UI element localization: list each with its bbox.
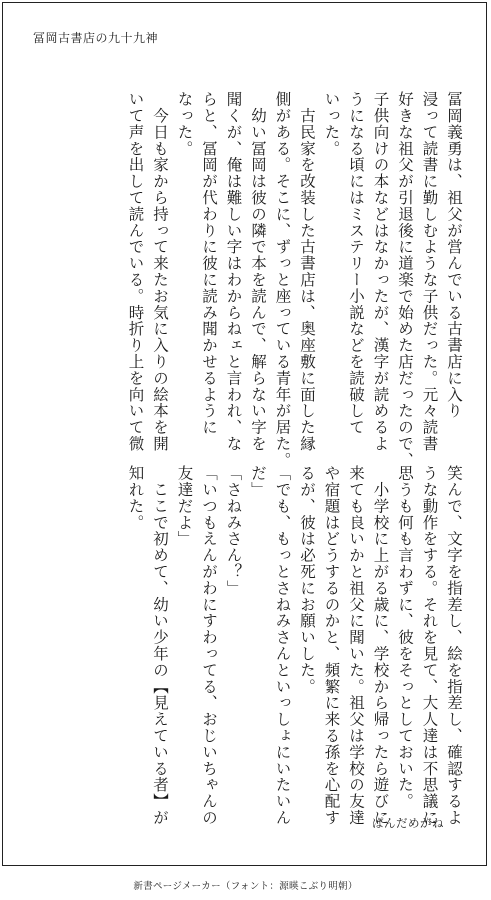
text-block-lower: 笑んで、文字を指差し、絵を指差し、確認するよ うな動作をする。それを見て、大人達は不思議に 思うも何も言わずに、彼をそっとしておいた。 小学校に上がる歳に、学校から帰ったら遊びに 来ても良いかと祖父に聞いた。祖父は学校の友達 や宿題はどうするのかと、頻繁に来る孫を心配す るが、彼は必死にお願いした。 「でも、もっとさねみさんといっしょにいたいん だ」 「さねみさん？」 「いつもえんがわにすわってる、おじいちゃんの 友達だよ」 ここで初めて、幼い少年の【見えている者】が 知れた。 bbox=[126, 465, 463, 826]
author-name: ぱんだめがね bbox=[372, 816, 444, 830]
text-block-upper: 冨岡義勇は、祖父が営んでいる古書店に入り 浸って読書に勤しむような子供だった。元々読書 好きな祖父が引退後に道楽で始めた店だったので、 子供向けの本などはなかったが、漢字が読めるよ うになる頃にはミステリー小説などを読破して いった。 古民家を改装した古書店は、奥座敷に面した縁 側がある。そこに、ずっと座っている青年が居た。 幼い冨岡は彼の隣で本を読んで、解らない字を 聞くが、俺は難しい字はわからねェと言われ、な らと、冨岡が代わりに彼に読み聞かせるように なった。 今日も家から持って来たお気に入りの絵本を開 いて声を出して読んでいる。時折り上を向いて微 bbox=[126, 91, 463, 469]
page-title: 冨岡古書店の九十九神 bbox=[33, 31, 159, 45]
footer-caption: 新書ページメーカー（フォント：源暎こぶり明朝） bbox=[133, 881, 358, 892]
book-page bbox=[2, 2, 487, 866]
